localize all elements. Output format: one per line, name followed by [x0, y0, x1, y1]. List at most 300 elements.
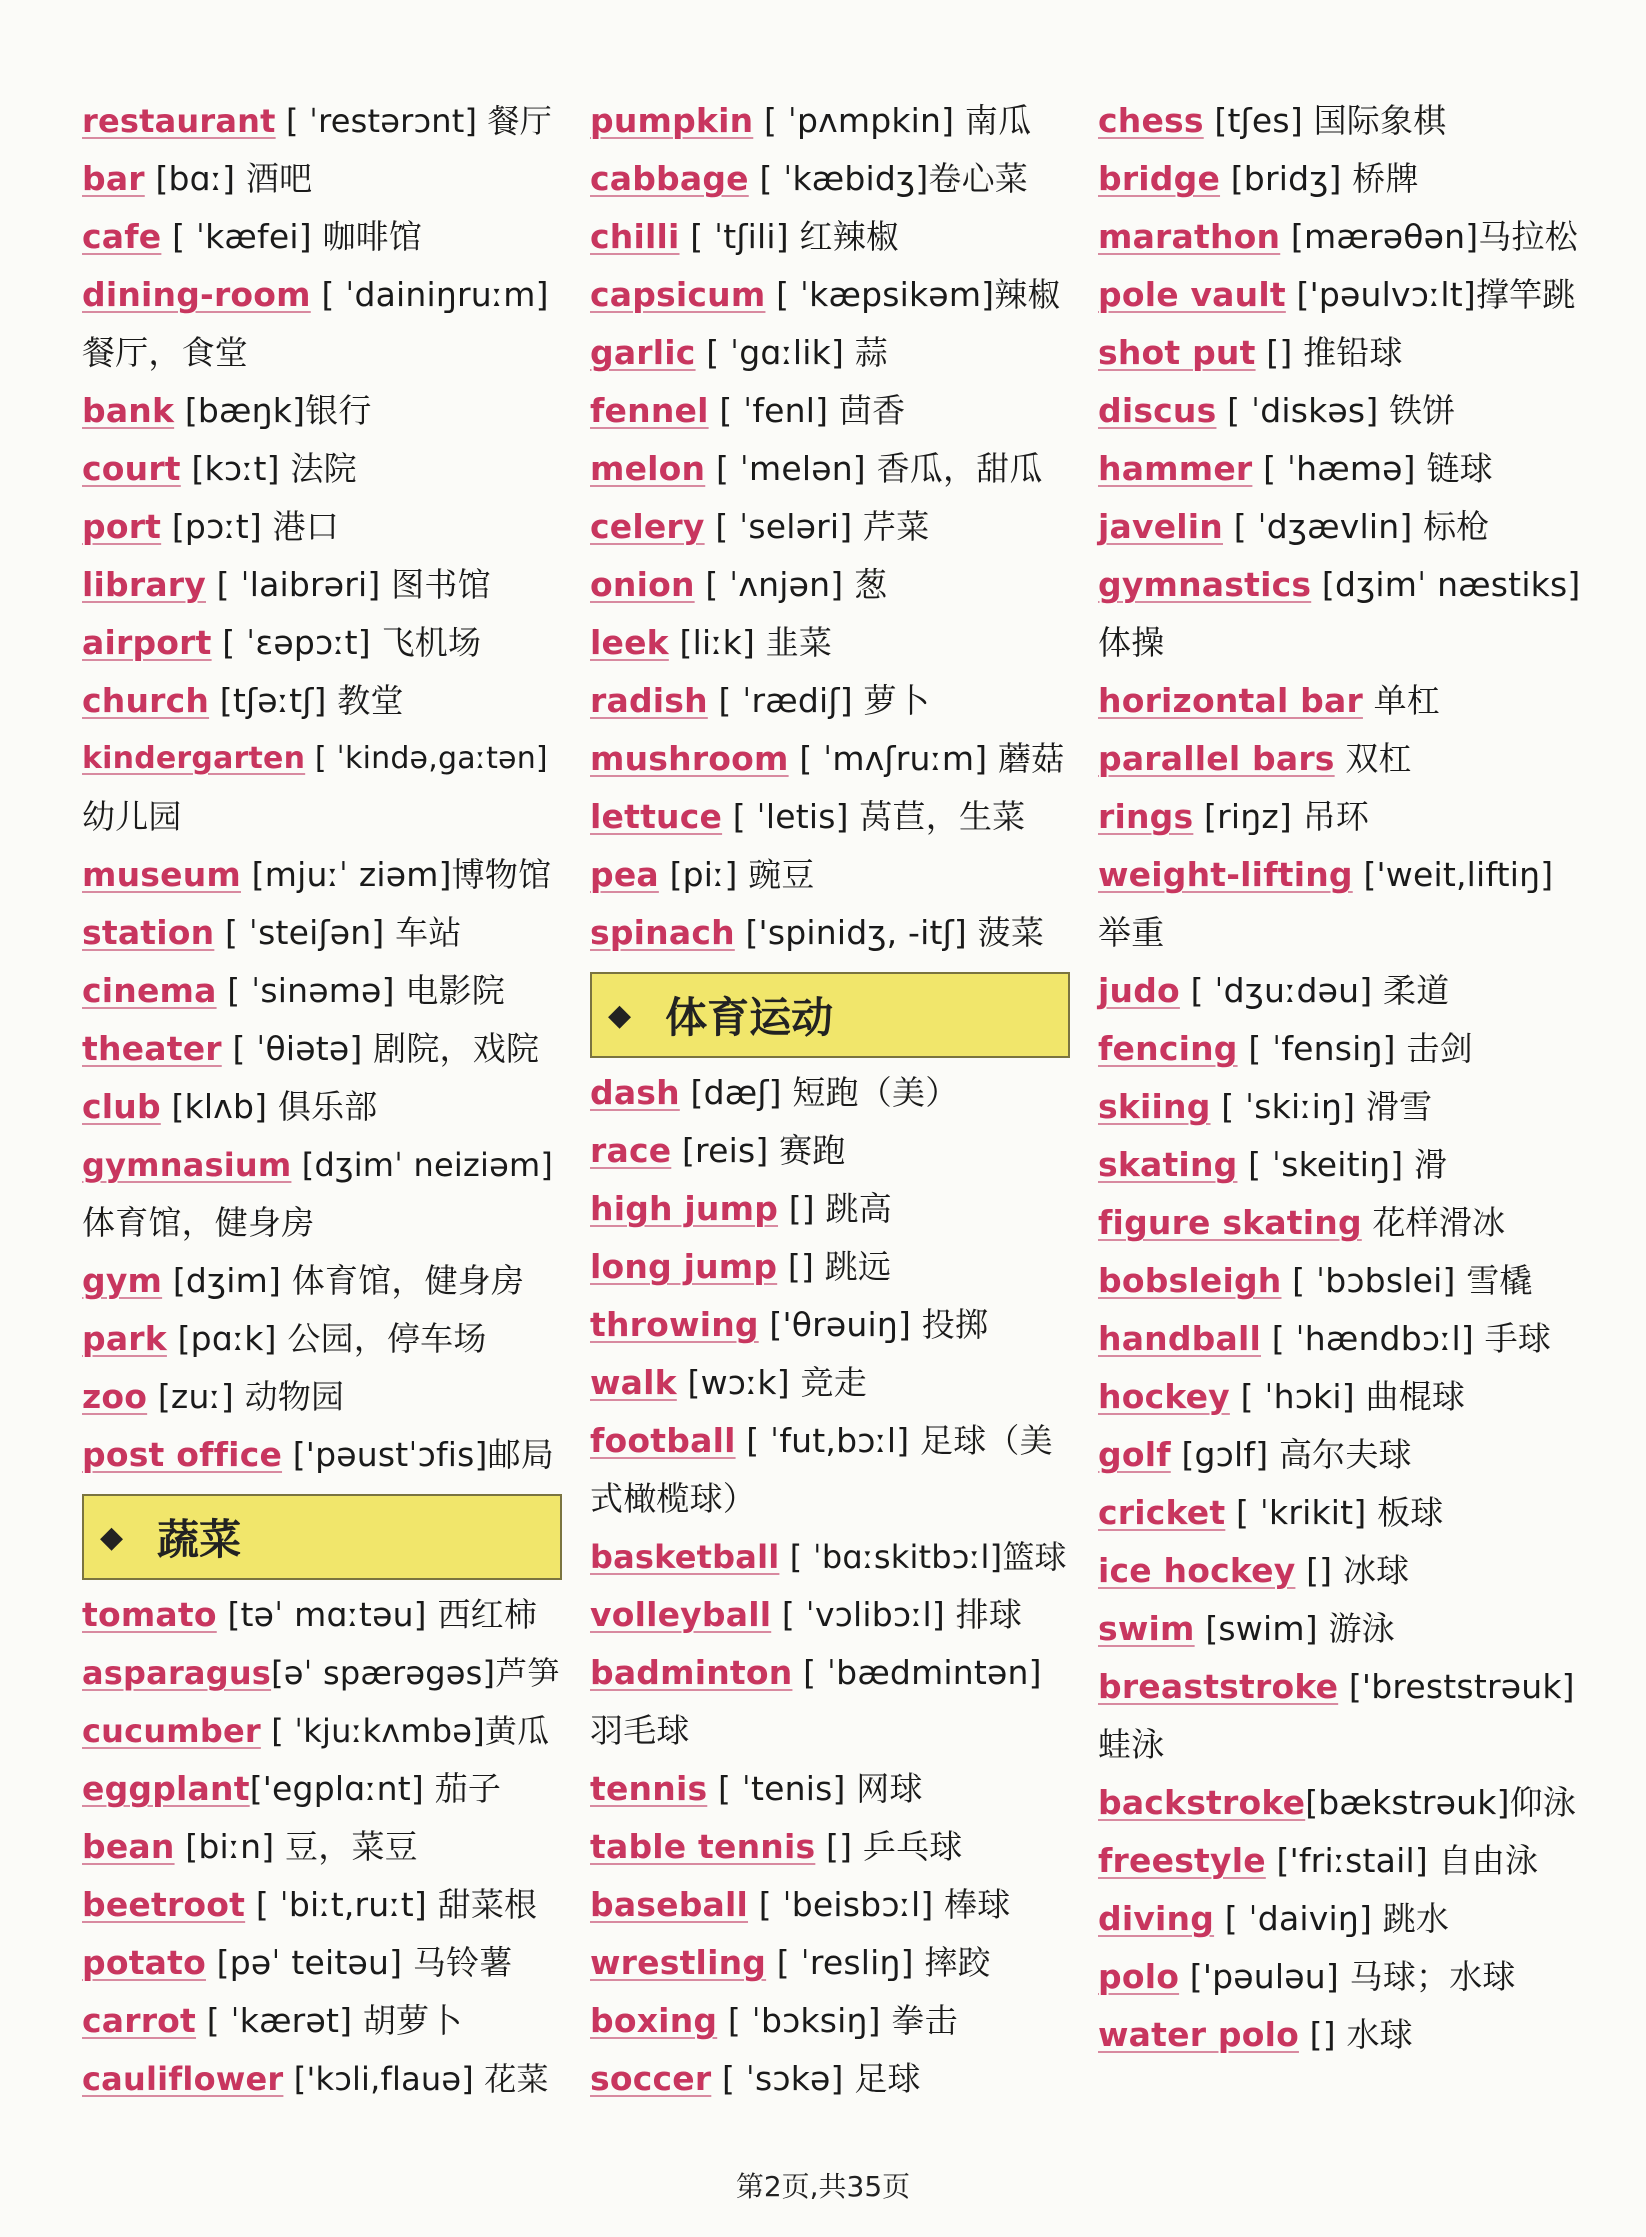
- vocab-entry: [590, 1238, 1070, 1296]
- vocab-definition: [ ˈbɑːskitbɔːl]篮球: [779, 1538, 1067, 1576]
- vocab-definition: [klʌb] 俱乐部: [160, 1087, 378, 1126]
- section-header: [590, 972, 1070, 1058]
- vocab-word: rings: [1098, 797, 1194, 836]
- vocab-word: figure skating: [1098, 1203, 1362, 1242]
- column-1: [82, 92, 562, 2108]
- vocab-definition: [piː] 豌豆: [658, 855, 815, 894]
- vocab-entry-continuation: [82, 324, 562, 382]
- vocab-entry: [1098, 1948, 1598, 2006]
- vocab-entry: [1098, 1368, 1598, 1426]
- vocab-word: kindergarten: [82, 741, 306, 776]
- vocab-definition: [dʒimˈ neiziəm]: [291, 1146, 554, 1184]
- vocab-definition: [ ˈkærət] 胡萝卜: [196, 2001, 463, 2040]
- vocab-definition: 花样滑冰: [1361, 1203, 1506, 1242]
- vocab-entry: [82, 150, 562, 208]
- vocab-entry: [82, 1310, 562, 1368]
- vocab-entry: [82, 266, 562, 324]
- vocab-definition: [ ˈkrikit] 板球: [1225, 1493, 1444, 1532]
- vocab-definition: [əˈ spærəgəs]芦笋: [271, 1654, 560, 1692]
- vocab-word: gym: [82, 1261, 163, 1300]
- vocab-entry: [590, 614, 1070, 672]
- vocab-word: discus: [1098, 391, 1217, 430]
- vocab-entry-continuation: [1098, 614, 1598, 672]
- vocab-entry: [82, 556, 562, 614]
- vocab-definition: [dæʃ] 短跑（美）: [679, 1073, 959, 1112]
- vocab-entry: [590, 1180, 1070, 1238]
- vocab-definition: 蛙泳: [1098, 1725, 1165, 1764]
- vocab-word: cabbage: [590, 159, 749, 198]
- vocab-word: pole vault: [1098, 275, 1286, 314]
- vocab-word: leek: [590, 623, 669, 662]
- page-footer: 第2页,共35页: [735, 2170, 911, 2203]
- vocab-entry: [590, 846, 1070, 904]
- vocab-entry: [590, 730, 1070, 788]
- vocab-entry: [82, 672, 562, 730]
- vocab-word: baseball: [590, 1885, 749, 1924]
- vocab-word: dining-room: [82, 275, 311, 314]
- vocab-entry: [590, 556, 1070, 614]
- vocab-word: cricket: [1098, 1493, 1226, 1532]
- vocab-entry: [82, 1252, 562, 1310]
- vocab-entry: [590, 788, 1070, 846]
- vocab-definition: [ ˈhændbɔːl] 手球: [1261, 1319, 1552, 1358]
- vocab-entry: [590, 92, 1070, 150]
- vocab-entry: [590, 1644, 1070, 1702]
- section-header: [82, 1494, 562, 1580]
- diamond-icon: ◆: [608, 997, 632, 1033]
- vocab-word: carrot: [82, 2001, 197, 2040]
- vocab-word: gymnasium: [82, 1146, 292, 1184]
- vocab-entry: [590, 1412, 1070, 1470]
- vocab-entry: [1098, 1020, 1598, 1078]
- vocab-entry: [82, 440, 562, 498]
- vocab-definition: [ ˈkjuːkʌmbə]黄瓜: [260, 1712, 550, 1750]
- vocab-word: skiing: [1098, 1087, 1211, 1126]
- vocab-word: airport: [82, 623, 212, 662]
- vocab-entry: [82, 92, 562, 150]
- vocab-definition: [pɑːk] 公园，停车场: [166, 1319, 487, 1358]
- vocab-definition: [ ˈbædmintən]: [792, 1653, 1042, 1692]
- vocab-word: beetroot: [82, 1885, 246, 1924]
- vocab-word: restaurant: [82, 102, 276, 140]
- vocab-entry: [590, 382, 1070, 440]
- vocab-definition: [dʒimˈ næstiks]: [1311, 565, 1581, 604]
- vocab-entry: [590, 1122, 1070, 1180]
- vocab-word: marathon: [1098, 217, 1281, 256]
- vocab-word: melon: [590, 449, 706, 488]
- vocab-definition: [ ˈkində,gaːtən]: [305, 741, 548, 776]
- vocab-word: radish: [590, 681, 708, 720]
- vocab-definition: [] 水球: [1298, 2015, 1413, 2054]
- vocab-word: golf: [1098, 1435, 1171, 1474]
- vocab-word: cafe: [82, 217, 162, 256]
- vocab-entry: [82, 1702, 562, 1760]
- vocab-word: zoo: [82, 1377, 148, 1416]
- vocab-word: tennis: [590, 1769, 708, 1808]
- vocab-definition: [ ˈdʒævlin] 标枪: [1223, 507, 1490, 546]
- vocab-word: eggplant: [82, 1769, 250, 1808]
- vocab-definition: [ ˈdaiviŋ] 跳水: [1214, 1899, 1450, 1938]
- vocab-entry-continuation: [1098, 904, 1598, 962]
- vocab-word: race: [590, 1131, 672, 1170]
- vocab-word: ice hockey: [1098, 1551, 1296, 1590]
- vocab-definition: 单杠: [1362, 681, 1441, 720]
- vocab-entry: [590, 1296, 1070, 1354]
- vocab-word: port: [82, 507, 162, 546]
- vocab-entry: [1098, 846, 1598, 904]
- vocab-word: soccer: [590, 2059, 712, 2098]
- vocab-word: cucumber: [82, 1712, 261, 1750]
- vocab-entry: [1098, 382, 1598, 440]
- vocab-word: throwing: [590, 1305, 759, 1344]
- vocab-definition: [reis] 赛跑: [671, 1131, 846, 1170]
- vocab-definition: [ ˈbiːt,ruːt] 甜菜根: [245, 1885, 538, 1924]
- vocab-definition: [ ˈskiːiŋ] 滑雪: [1210, 1087, 1433, 1126]
- vocab-word: breaststroke: [1098, 1667, 1339, 1706]
- vocab-word: post office: [82, 1435, 283, 1474]
- vocab-word: parallel bars: [1098, 739, 1335, 778]
- vocab-definition: [ ˈkæpsikəm]辣椒: [765, 275, 1061, 314]
- vocab-entry: [590, 672, 1070, 730]
- vocab-entry: [1098, 1774, 1598, 1832]
- vocab-word: water polo: [1098, 2015, 1299, 2054]
- vocab-definition: 体育馆，健身房: [82, 1203, 315, 1242]
- vocab-word: asparagus: [82, 1654, 272, 1692]
- vocab-word: gymnastics: [1098, 565, 1312, 604]
- vocab-entry: [1098, 556, 1598, 614]
- vocab-entry: [1098, 1252, 1598, 1310]
- vocab-word: station: [82, 913, 215, 952]
- vocab-definition: [ ˈtenis] 网球: [707, 1769, 923, 1808]
- vocab-entry: [82, 498, 562, 556]
- vocab-definition: ['friːstail] 自由泳: [1265, 1841, 1539, 1880]
- vocab-definition: [ ˈfensiŋ] 击剑: [1237, 1029, 1473, 1068]
- vocab-definition: [pɔːt] 港口: [161, 507, 340, 546]
- vocab-entry: [590, 904, 1070, 962]
- vocab-entry: [1098, 1832, 1598, 1890]
- vocab-word: bean: [82, 1827, 175, 1866]
- vocab-definition: [gɔlf] 高尔夫球: [1170, 1435, 1412, 1474]
- vocab-definition: [ ˈskeitiŋ] 滑: [1237, 1145, 1448, 1184]
- vocab-entry: [590, 1818, 1070, 1876]
- vocab-entry: [1098, 1658, 1598, 1716]
- vocab-entry-continuation: [82, 788, 562, 846]
- vocab-entry: [1098, 1194, 1598, 1252]
- vocab-definition: [ ˈθiətə] 剧院，戏院: [221, 1029, 540, 1068]
- column-3: [1098, 92, 1598, 2064]
- vocab-word: onion: [590, 565, 695, 604]
- vocab-entry-continuation: [590, 1702, 1070, 1760]
- vocab-definition: [ ˈbeisbɔːl] 棒球: [748, 1885, 1011, 1924]
- vocab-word: weight-lifting: [1098, 855, 1353, 894]
- vocab-definition: 双杠: [1334, 739, 1412, 778]
- vocab-word: tomato: [82, 1595, 217, 1634]
- vocab-definition: [ ˈkæbidʒ]卷心菜: [748, 159, 1028, 198]
- vocab-entry: [1098, 324, 1598, 382]
- vocab-definition: [təˈ mɑːtəu] 西红柿: [216, 1595, 538, 1634]
- vocab-entry: [1098, 1310, 1598, 1368]
- vocab-definition: [biːn] 豆，菜豆: [174, 1827, 418, 1866]
- vocab-word: hammer: [1098, 449, 1253, 488]
- vocab-word: football: [590, 1421, 736, 1460]
- vocab-entry-continuation: [1098, 1716, 1598, 1774]
- vocab-definition: [] 跳高: [778, 1189, 892, 1228]
- vocab-word: horizontal bar: [1098, 681, 1363, 720]
- vocab-entry: [590, 2050, 1070, 2108]
- vocab-entry: [590, 1528, 1070, 1586]
- vocab-definition: 式橄榄球）: [590, 1479, 756, 1518]
- vocab-entry: [1098, 1136, 1598, 1194]
- vocab-entry: [590, 1064, 1070, 1122]
- vocab-definition: [ ˈkæfei] 咖啡馆: [161, 217, 423, 256]
- vocab-entry: [82, 1818, 562, 1876]
- vocab-word: shot put: [1098, 333, 1256, 372]
- vocab-definition: [wɔːk] 竞走: [676, 1363, 867, 1402]
- diamond-icon: ◆: [100, 1519, 124, 1555]
- vocab-entry: [82, 208, 562, 266]
- vocab-definition: [zuː] 动物园: [147, 1377, 345, 1416]
- vocab-word: freestyle: [1098, 1841, 1266, 1880]
- vocab-definition: [ ˈdiskəs] 铁饼: [1216, 391, 1456, 430]
- vocab-definition: [bɑː] 酒吧: [144, 159, 313, 198]
- vocab-word: bobsleigh: [1098, 1261, 1282, 1300]
- vocab-word: court: [82, 449, 181, 488]
- vocab-entry: [590, 1354, 1070, 1412]
- vocab-definition: [] 推铅球: [1255, 333, 1403, 372]
- vocab-entry: [82, 1586, 562, 1644]
- vocab-definition: [ ˈɛəpɔːt] 飞机场: [211, 623, 482, 662]
- vocab-word: judo: [1098, 971, 1180, 1010]
- vocab-word: basketball: [590, 1538, 780, 1576]
- vocab-definition: [ ˈhɔki] 曲棍球: [1229, 1377, 1466, 1416]
- vocab-definition: [tʃes] 国际象棋: [1203, 101, 1447, 140]
- vocab-word: bridge: [1098, 159, 1221, 198]
- vocab-entry: [590, 266, 1070, 324]
- vocab-word: skating: [1098, 1145, 1238, 1184]
- vocab-entry: [82, 1876, 562, 1934]
- vocab-entry: [1098, 208, 1598, 266]
- vocab-word: park: [82, 1319, 167, 1358]
- vocab-definition: [] 冰球: [1295, 1551, 1410, 1590]
- vocab-word: wrestling: [590, 1943, 767, 1982]
- vocab-entry: [82, 962, 562, 1020]
- vocab-definition: [bækstrəuk]仰泳: [1305, 1783, 1577, 1822]
- vocab-entry: [590, 150, 1070, 208]
- vocab-entry: [82, 1934, 562, 1992]
- vocab-word: diving: [1098, 1899, 1215, 1938]
- vocab-word: volleyball: [590, 1595, 772, 1634]
- vocab-entry: [82, 1020, 562, 1078]
- vocab-word: swim: [1098, 1609, 1195, 1648]
- vocab-entry: [1098, 788, 1598, 846]
- vocab-word: mushroom: [590, 739, 789, 778]
- vocab-entry: [82, 1368, 562, 1426]
- vocab-entry: [1098, 1600, 1598, 1658]
- vocab-definition: ['breststrəuk]: [1338, 1667, 1575, 1706]
- vocab-word: capsicum: [590, 275, 766, 314]
- vocab-definition: ['θrəuiŋ] 投掷: [758, 1305, 989, 1344]
- vocab-entry: [1098, 266, 1598, 324]
- vocab-definition: [ ˈsteiʃən] 车站: [214, 913, 462, 952]
- vocab-definition: ['pəulvɔːlt]撑竿跳: [1285, 275, 1576, 314]
- vocab-entry: [1098, 440, 1598, 498]
- vocab-entry: [590, 1934, 1070, 1992]
- vocab-word: table tennis: [590, 1827, 816, 1866]
- vocab-entry: [1098, 92, 1598, 150]
- vocab-definition: [ ˈdʒuːdəu] 柔道: [1179, 971, 1450, 1010]
- vocab-word: cinema: [82, 971, 217, 1010]
- vocab-word: walk: [590, 1363, 677, 1402]
- vocab-word: chess: [1098, 101, 1204, 140]
- vocab-word: polo: [1098, 1957, 1180, 1996]
- vocab-entry: [82, 1078, 562, 1136]
- vocab-definition: [dʒim] 体育馆，健身房: [162, 1261, 525, 1300]
- vocab-definition: [ ˈresliŋ] 摔跤: [766, 1943, 991, 1982]
- vocab-word: garlic: [590, 333, 696, 372]
- vocab-definition: [ ˈfenl] 茴香: [708, 391, 906, 430]
- vocab-word: javelin: [1098, 507, 1223, 546]
- vocab-entry: [1098, 150, 1598, 208]
- vocab-definition: [bridʒ] 桥牌: [1220, 159, 1419, 198]
- vocab-entry: [590, 498, 1070, 556]
- vocab-definition: ['weit,liftiŋ]: [1352, 855, 1554, 894]
- vocab-word: church: [82, 681, 210, 720]
- vocab-entry: [1098, 1426, 1598, 1484]
- vocab-word: spinach: [590, 913, 735, 952]
- vocab-word: cauliflower: [82, 2060, 284, 2098]
- vocab-definition: [ ˈmelən] 香瓜，甜瓜: [705, 449, 1043, 488]
- vocab-word: pumpkin: [590, 101, 754, 140]
- vocab-definition: 举重: [1098, 913, 1165, 952]
- vocab-definition: 餐厅，食堂: [82, 333, 248, 372]
- vocab-entry: [590, 1760, 1070, 1818]
- vocab-entry: [82, 1760, 562, 1818]
- vocab-definition: [ ˈmʌʃruːm] 蘑菇: [788, 739, 1065, 778]
- vocab-definition: [ ˈvɔlibɔːl] 排球: [771, 1595, 1023, 1634]
- vocab-entry: [590, 1992, 1070, 2050]
- vocab-definition: [ ˈʌnjən] 葱: [694, 565, 888, 604]
- vocab-entry: [1098, 1890, 1598, 1948]
- vocab-word: potato: [82, 1943, 206, 1982]
- vocab-word: backstroke: [1098, 1783, 1306, 1822]
- vocab-definition: [swim] 游泳: [1194, 1609, 1395, 1648]
- vocab-definition: [ ˈlaibrəri] 图书馆: [205, 565, 491, 604]
- vocab-word: chilli: [590, 217, 680, 256]
- vocab-word: fencing: [1098, 1029, 1238, 1068]
- vocab-definition: 幼儿园: [82, 797, 182, 836]
- vocab-definition: [ ˈtʃili] 红辣椒: [679, 217, 900, 256]
- vocab-definition: [mærəθən]马拉松: [1280, 217, 1578, 256]
- vocab-word: boxing: [590, 2001, 718, 2040]
- vocab-entry: [1098, 730, 1598, 788]
- vocab-definition: [liːk] 韭菜: [668, 623, 833, 662]
- vocab-entry: [1098, 672, 1598, 730]
- vocab-definition: [] 跳远: [777, 1247, 892, 1286]
- vocab-definition: [ ˈsinəmə] 电影院: [216, 971, 505, 1010]
- vocab-word: long jump: [590, 1247, 778, 1286]
- vocab-word: handball: [1098, 1319, 1261, 1358]
- vocab-definition: [ ˈpʌmpkin] 南瓜: [753, 101, 1032, 140]
- vocab-entry: [1098, 2006, 1598, 2064]
- vocab-definition: ['kɔli,flauə] 花菜: [283, 2060, 549, 2098]
- vocab-word: badminton: [590, 1653, 793, 1692]
- vocab-definition: ['pəustˈɔfis]邮局: [282, 1435, 555, 1474]
- vocab-entry: [82, 1426, 562, 1484]
- vocab-definition: [] 乒乓球: [815, 1827, 963, 1866]
- vocab-definition: [ ˈdainiŋruːm]: [310, 275, 549, 314]
- vocab-entry: [1098, 1542, 1598, 1600]
- vocab-entry: [590, 440, 1070, 498]
- vocab-word: celery: [590, 507, 705, 546]
- vocab-word: fennel: [590, 391, 709, 430]
- vocab-definition: ['egplɑːnt] 茄子: [249, 1769, 502, 1808]
- vocab-word: club: [82, 1087, 161, 1126]
- vocab-entry: [590, 1876, 1070, 1934]
- vocab-word: museum: [82, 855, 241, 894]
- vocab-entry-continuation: [590, 1470, 1070, 1528]
- vocab-definition: [riŋz] 吊环: [1193, 797, 1370, 836]
- vocab-word: bank: [82, 391, 175, 430]
- vocab-entry: [1098, 1078, 1598, 1136]
- vocab-word: high jump: [590, 1189, 779, 1228]
- vocab-definition: [ ˈbɔksiŋ] 拳击: [717, 2001, 958, 2040]
- vocab-definition: [ ˈseləri] 芹菜: [704, 507, 930, 546]
- vocab-definition: [ ˈrestərɔnt] 餐厅: [275, 102, 552, 140]
- vocab-definition: [ ˈhæmə] 链球: [1252, 449, 1493, 488]
- vocab-definition: [ ˈbɔbslei] 雪橇: [1281, 1261, 1533, 1300]
- vocab-word: lettuce: [590, 797, 723, 836]
- vocab-word: bar: [82, 159, 145, 198]
- vocab-entry: [590, 208, 1070, 266]
- vocab-definition: [kɔːt] 法院: [180, 449, 357, 488]
- section-title: 蔬菜: [157, 1515, 242, 1564]
- vocab-entry: [82, 1992, 562, 2050]
- vocab-definition: 体操: [1098, 623, 1165, 662]
- vocab-definition: [pəˈ teitəu] 马铃薯: [205, 1943, 513, 1982]
- vocab-entry: [590, 1586, 1070, 1644]
- vocab-entry: [1098, 1484, 1598, 1542]
- vocab-definition: 羽毛球: [590, 1711, 690, 1750]
- vocab-definition: [ ˈletis] 莴苣，生菜: [722, 797, 1026, 836]
- vocab-entry-continuation: [82, 1194, 562, 1252]
- vocab-definition: [ ˈgɑːlik] 蒜: [695, 333, 888, 372]
- vocab-entry: [82, 614, 562, 672]
- vocab-definition: [ ˈrædiʃ] 萝卜: [707, 681, 930, 720]
- vocab-definition: [ ˈsɔkə] 足球: [711, 2059, 921, 2098]
- vocab-word: library: [82, 565, 206, 604]
- vocab-word: dash: [590, 1073, 680, 1112]
- vocab-word: pea: [590, 855, 659, 894]
- vocab-entry: [82, 1136, 562, 1194]
- vocab-entry: [590, 324, 1070, 382]
- vocab-definition: [ ˈfut,bɔːl] 足球（美: [735, 1421, 1053, 1460]
- vocab-entry: [82, 846, 562, 904]
- vocab-entry: [82, 1644, 562, 1702]
- vocab-entry: [1098, 962, 1598, 1020]
- vocab-word: hockey: [1098, 1377, 1230, 1416]
- section-title: 体育运动: [665, 993, 834, 1042]
- vocab-entry: [82, 904, 562, 962]
- vocab-word: theater: [82, 1029, 222, 1068]
- vocab-definition: ['pəuləu] 马球；水球: [1179, 1957, 1516, 1996]
- vocab-entry: [82, 382, 562, 440]
- vocab-definition: [mjuːˈ ziəm]博物馆: [240, 855, 552, 894]
- vocab-entry: [82, 2050, 562, 2108]
- vocab-definition: [bæŋk]银行: [174, 391, 372, 430]
- vocab-entry: [1098, 498, 1598, 556]
- vocab-entry: [82, 730, 562, 788]
- vocab-definition: ['spinidʒ, -itʃ] 菠菜: [734, 913, 1045, 952]
